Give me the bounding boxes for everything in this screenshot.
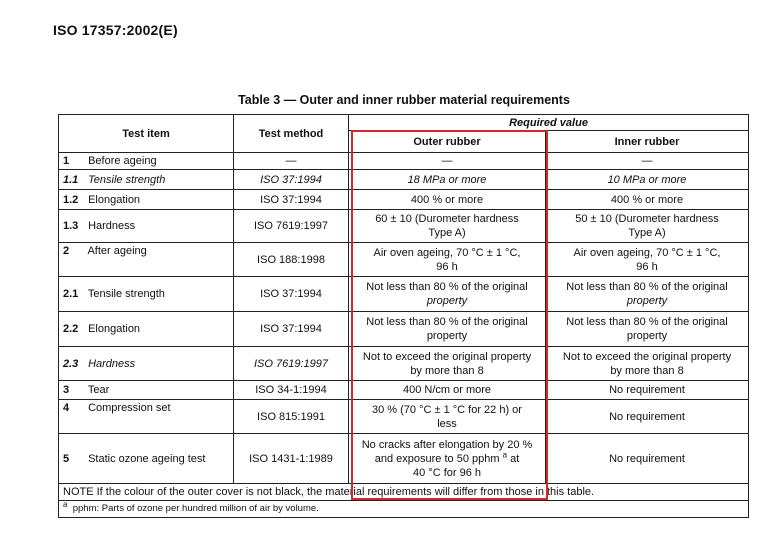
table-row [59,190,749,210]
inner-cell: 10 MPa or more [546,170,749,190]
outer-cell: 60 ± 10 (Durometer hardness Type A) [349,210,546,243]
item-cell: 1.3 Hardness [59,210,234,243]
table-row [59,170,749,190]
outer-cell: Air oven ageing, 70 °C ± 1 °C, 96 h [349,243,546,277]
outer-cell: Not less than 80 % of the original property [349,277,546,312]
method-cell: ISO 815:1991 [234,400,349,434]
item-cell: 5 Static ozone ageing test [59,434,234,484]
inner-cell: No requirement [546,434,749,484]
item-cell: 2.2 Elongation [59,312,234,347]
table-row [59,277,749,312]
table-title: Table 3 — Outer and inner rubber material requirements [238,93,570,107]
inner-cell: No requirement [546,400,749,434]
method-cell: ISO 37:1994 [234,312,349,347]
item-cell: 2.1 Tensile strength [59,277,234,312]
method-cell: ISO 37:1994 [234,190,349,210]
inner-cell: Air oven ageing, 70 °C ± 1 °C, 96 h [546,243,749,277]
outer-cell: Not to exceed the original property by more than 8 [349,347,546,381]
outer-cell: 30 % (70 °C ± 1 °C for 22 h) or less [349,400,546,434]
table-row [59,312,749,347]
method-cell: — [234,153,349,170]
table-row [59,400,749,434]
header-outer-rubber: Outer rubber [349,131,546,153]
inner-cell: 50 ± 10 (Durometer hardness Type A) [546,210,749,243]
header-row-top [59,115,749,131]
method-cell: ISO 1431-1:1989 [234,434,349,484]
item-cell: 4 Compression set [59,400,234,434]
table-row [59,381,749,400]
header-test-item: Test item [59,115,234,153]
method-cell: ISO 7619:1997 [234,347,349,381]
method-cell: ISO 34-1:1994 [234,381,349,400]
outer-cell: 400 % or more [349,190,546,210]
item-cell: 2 After ageing [59,243,234,277]
table-row [59,243,749,277]
method-cell: ISO 7619:1997 [234,210,349,243]
requirements-table [58,114,749,518]
table-footnote: $^a$ pphm: Parts of ozone per hundred million of air by volume. [59,501,749,518]
item-cell: 1.1 Tensile strength [59,170,234,190]
note-row [59,484,749,501]
outer-cell: Not less than 80 % of the original property [349,312,546,347]
method-cell: ISO 188:1998 [234,243,349,277]
outer-cell: 18 MPa or more [349,170,546,190]
method-cell: ISO 37:1994 [234,277,349,312]
outer-cell: No cracks after elongation by 20 % and exposure to 50 pphm $^a$ at 40 °C for 96 h [349,434,546,484]
inner-cell: No requirement [546,381,749,400]
table-note: NOTE If the colour of the outer cover is not black, the material requirements will differ from those in this table. [59,484,749,501]
footnote-row [59,501,749,518]
table-row [59,210,749,243]
header-inner-rubber: Inner rubber [546,131,749,153]
header-test-method: Test method [234,115,349,153]
inner-cell: Not to exceed the original property by more than 8 [546,347,749,381]
table-row [59,347,749,381]
inner-cell: 400 % or more [546,190,749,210]
outer-cell: — [349,153,546,170]
outer-cell: 400 N/cm or more [349,381,546,400]
item-cell: 1.2 Elongation [59,190,234,210]
method-cell: ISO 37:1994 [234,170,349,190]
inner-cell: — [546,153,749,170]
item-cell: 2.3 Hardness [59,347,234,381]
table-row [59,153,749,170]
standard-header: ISO 17357:2002(E) [53,22,178,38]
item-cell: 3 Tear [59,381,234,400]
item-cell: 1 Before ageing [59,153,234,170]
header-required-value: Required value [349,115,749,131]
table-row [59,434,749,484]
inner-cell: Not less than 80 % of the original property [546,277,749,312]
inner-cell: Not less than 80 % of the original property [546,312,749,347]
